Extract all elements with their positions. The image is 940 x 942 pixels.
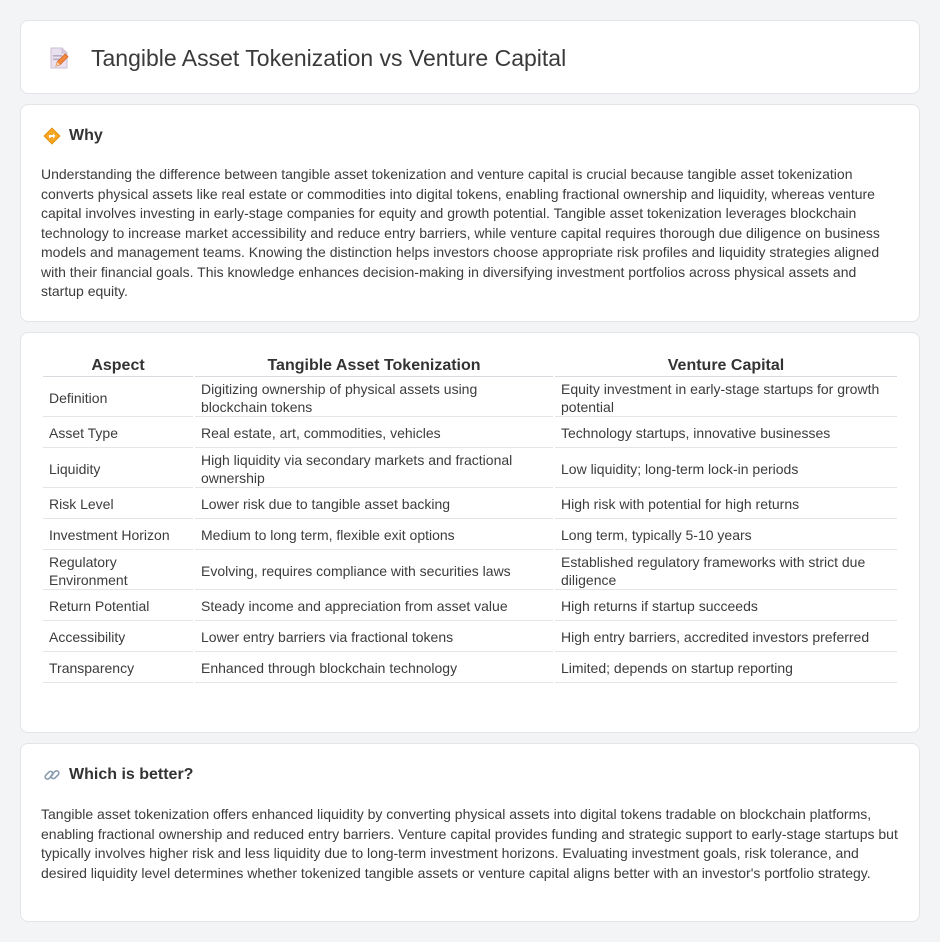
table-row xyxy=(43,450,897,488)
table-header-row xyxy=(43,355,897,377)
venture-capital-cell: Technology startups, innovative businesses xyxy=(555,419,897,448)
venture-capital-cell: Established regulatory frameworks with strict due diligence xyxy=(555,552,897,590)
table-row xyxy=(43,654,897,683)
venture-capital-cell: High entry barriers, accredited investors preferred xyxy=(555,623,897,652)
tokenization-cell: Real estate, art, commodities, vehicles xyxy=(195,419,553,448)
table-row xyxy=(43,490,897,519)
title-row xyxy=(21,21,919,95)
venture-capital-cell: High returns if startup succeeds xyxy=(555,592,897,621)
tokenization-cell: Evolving, requires compliance with securities laws xyxy=(195,552,553,590)
better-paragraph: Tangible asset tokenization offers enhanced liquidity by converting physical assets into digital tokens tradable on blockchain platforms, enabling fractional ownership and reduced entry barriers. Venture capital provides funding and strategic support to early-stage startups but typically involves higher risk and less liquidity due to long-term investment horizons. Evaluating investment goals, risk tolerance, and desired liquidity level determines whether tokenized tangible assets or venture capital aligns better with an investor's portfolio strategy. xyxy=(41,806,898,881)
table-row xyxy=(43,592,897,621)
venture-capital-cell: Equity investment in early-stage startups for growth potential xyxy=(555,379,897,417)
aspect-cell: Transparency xyxy=(43,654,193,683)
venture-capital-cell: Low liquidity; long-term lock-in periods xyxy=(555,450,897,488)
column-header-venture-capital: Venture Capital xyxy=(555,355,897,377)
column-header-tokenization: Tangible Asset Tokenization xyxy=(195,355,553,377)
aspect-cell: Definition xyxy=(43,379,193,417)
which-is-better-section xyxy=(20,743,920,922)
why-title: Why xyxy=(69,127,103,144)
why-heading xyxy=(43,127,103,145)
tokenization-cell: Digitizing ownership of physical assets using blockchain tokens xyxy=(195,379,553,417)
link-icon xyxy=(43,766,61,784)
better-heading xyxy=(43,766,193,784)
aspect-cell: Asset Type xyxy=(43,419,193,448)
better-title: Which is better? xyxy=(69,766,194,783)
venture-capital-cell: High risk with potential for high returns xyxy=(555,490,897,519)
table-row xyxy=(43,623,897,652)
title-card xyxy=(20,20,920,94)
aspect-cell: Risk Level xyxy=(43,490,193,519)
table-row xyxy=(43,419,897,448)
aspect-cell: Regulatory Environment xyxy=(43,552,193,590)
aspect-cell: Return Potential xyxy=(43,592,193,621)
aspect-cell: Liquidity xyxy=(43,450,193,488)
venture-capital-cell: Limited; depends on startup reporting xyxy=(555,654,897,683)
tokenization-cell: Lower entry barriers via fractional tokens xyxy=(195,623,553,652)
diamond-direction-icon xyxy=(43,127,61,145)
tokenization-cell: Enhanced through blockchain technology xyxy=(195,654,553,683)
aspect-cell: Investment Horizon xyxy=(43,521,193,550)
aspect-cell: Accessibility xyxy=(43,623,193,652)
column-header-aspect: Aspect xyxy=(43,355,193,377)
table-row xyxy=(43,521,897,550)
table-row xyxy=(43,379,897,417)
why-section xyxy=(20,104,920,322)
edit-document-icon xyxy=(47,46,71,70)
comparison-table xyxy=(41,353,899,685)
why-paragraph: Understanding the difference between tangible asset tokenization and venture capital is crucial because tangible asset tokenization converts physical assets like real estate or commodities into digital tokens, enabling fractional ownership and liquidity, whereas venture capital involves investing in early-stage companies for equity and growth potential. Tangible asset tokenization leverages blockchain technology to increase market accessibility and reduce entry barriers, while venture capital requires thorough due diligence on business models and management teams. Knowing the distinction helps investors choose appropriate risk profiles and liquidity strategies aligned with their financial goals. This knowledge enhances decision-making in diversifying investment portfolios across physical assets and startup equity. xyxy=(41,166,880,299)
table-row xyxy=(43,552,897,590)
page-title: Tangible Asset Tokenization vs Venture Capital xyxy=(91,44,567,71)
tokenization-cell: Medium to long term, flexible exit options xyxy=(195,521,553,550)
comparison-section xyxy=(20,332,920,733)
tokenization-cell: Lower risk due to tangible asset backing xyxy=(195,490,553,519)
tokenization-cell: High liquidity via secondary markets and fractional ownership xyxy=(195,450,553,488)
tokenization-cell: Steady income and appreciation from asset value xyxy=(195,592,553,621)
venture-capital-cell: Long term, typically 5-10 years xyxy=(555,521,897,550)
